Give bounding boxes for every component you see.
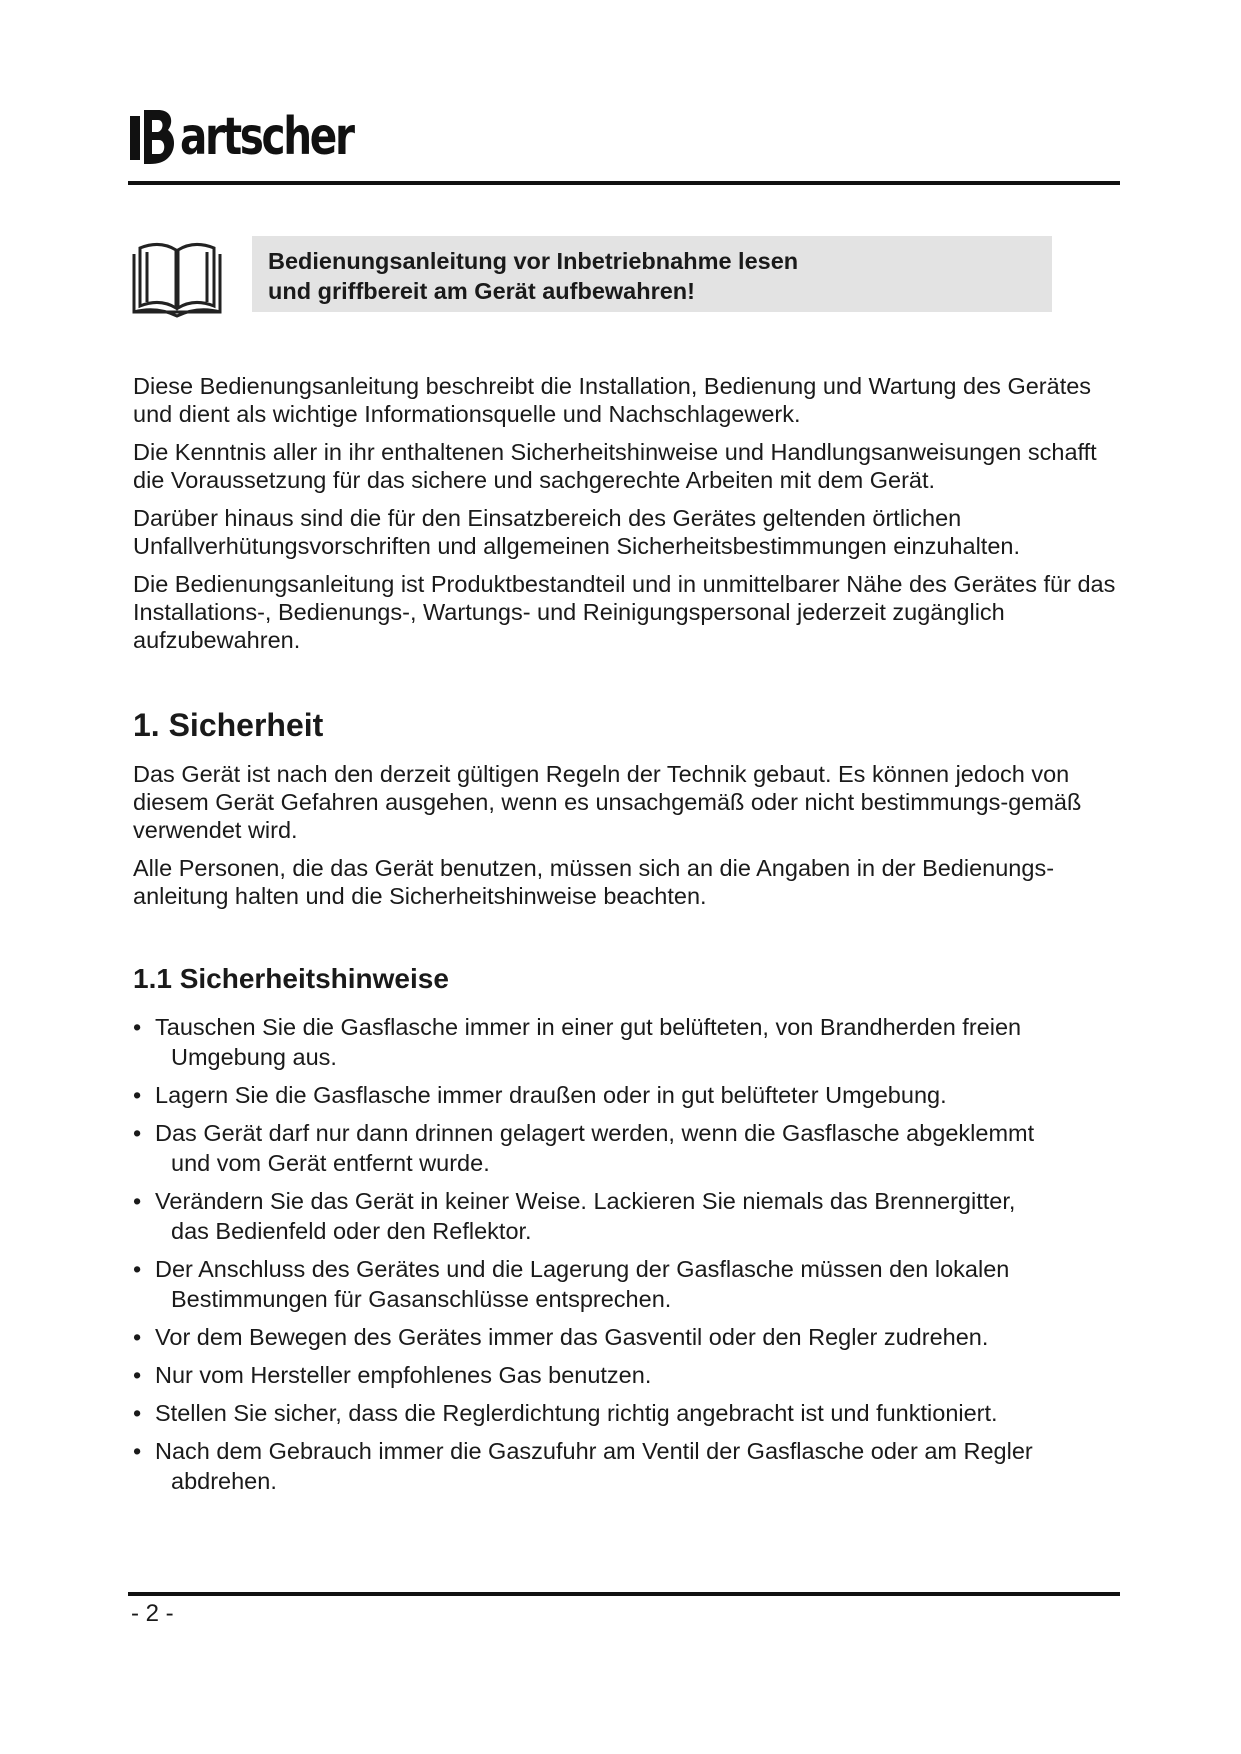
page-header — [128, 100, 1120, 174]
brand-wordmark: artscher — [180, 107, 353, 167]
bullet: • — [133, 1120, 142, 1146]
bullet: • — [133, 1400, 142, 1426]
intro-paragraph-4: Die Bedienungsanleitung ist Produktbestandteil und in unmittelbarer Nähe des Gerätes für das Installations-, Bedienungs-, Wartungs- und Reinigungspersonal jederzeit zugänglich aufzubewahren. — [133, 571, 1116, 653]
reading-notice — [130, 236, 1050, 320]
list-item: • Vor dem Bewegen des Gerätes immer das Gasventil oder den Regler zudrehen. — [133, 1324, 989, 1350]
bullet: • — [133, 1188, 142, 1214]
bullet: • — [133, 1256, 142, 1282]
safety-notes-list — [133, 1012, 1133, 1496]
bartscher-logo — [128, 100, 1120, 174]
notice-line-1: Bedienungsanleitung vor Inbetriebnahme lesen — [268, 248, 799, 274]
header-divider — [128, 181, 1120, 185]
page-number: - 2 - — [131, 1600, 174, 1627]
list-item: • Lagern Sie die Gasflasche immer draußen oder in gut belüfteter Umgebung. — [133, 1082, 947, 1108]
list-item: • Der Anschluss des Gerätes und die Lagerung der Gasflasche müssen den lokalen Bestimmungen für Gasanschlüsse entsprechen. — [133, 1256, 1010, 1312]
notice-box — [252, 236, 1052, 312]
open-book-icon — [130, 240, 224, 318]
bullet: • — [133, 1014, 142, 1040]
list-item: • Das Gerät darf nur dann drinnen gelagert werden, wenn die Gasflasche abgeklemmt und vom Gerät entfernt wurde. — [133, 1120, 1035, 1176]
bullet: • — [133, 1082, 142, 1108]
list-item: • Tauschen Sie die Gasflasche immer in einer gut belüfteten, von Brandherden freien Umgebung aus. — [133, 1014, 1022, 1070]
notice-line-2: und griffbereit am Gerät aufbewahren! — [268, 278, 695, 304]
section-heading-safety-notes: 1.1 Sicherheitshinweise — [133, 963, 449, 994]
intro-paragraph-3: Darüber hinaus sind die für den Einsatzbereich des Gerätes geltenden örtlichen Unfallverhütungsvorschriften und allgemeinen Sicherheitsbestimmungen einzuhalten. — [133, 505, 1020, 559]
section-heading-safety: 1. Sicherheit — [133, 707, 324, 743]
intro-paragraph-2: Die Kenntnis aller in ihr enthaltenen Sicherheitshinweise und Handlungsanweisungen schafft die Voraussetzung für das sichere und sachgerechte Arbeiten mit dem Gerät. — [133, 439, 1097, 493]
list-item: • Nur vom Hersteller empfohlenes Gas benutzen. — [133, 1362, 652, 1388]
intro-paragraph-1: Diese Bedienungsanleitung beschreibt die Installation, Bedienung und Wartung des Gerätes und dient als wichtige Informationsquelle und Nachschlagewerk. — [133, 373, 1092, 427]
footer-divider — [128, 1592, 1120, 1596]
bartscher-b-mark-icon — [128, 106, 178, 168]
bullet: • — [133, 1362, 142, 1388]
main-content — [133, 372, 1133, 1504]
bullet: • — [133, 1324, 142, 1350]
bullet: • — [133, 1438, 142, 1464]
list-item: • Verändern Sie das Gerät in keiner Weise. Lackieren Sie niemals das Brennergitter, das Bedienfeld oder den Reflektor. — [133, 1188, 1016, 1244]
safety-paragraph-1: Das Gerät ist nach den derzeit gültigen Regeln der Technik gebaut. Es können jedoch von diesem Gerät Gefahren ausgehen, wenn es unsachgemäß oder nicht bestimmungs-gemäß verwendet wird. — [133, 761, 1082, 843]
list-item: • Stellen Sie sicher, dass die Reglerdichtung richtig angebracht ist und funktioniert. — [133, 1400, 998, 1426]
list-item: • Nach dem Gebrauch immer die Gaszufuhr am Ventil der Gasflasche oder am Regler abdrehen. — [133, 1438, 1033, 1494]
safety-paragraph-2: Alle Personen, die das Gerät benutzen, müssen sich an die Angaben in der Bedienungs-anleitung halten und die Sicherheitshinweise beachten. — [133, 855, 1055, 909]
